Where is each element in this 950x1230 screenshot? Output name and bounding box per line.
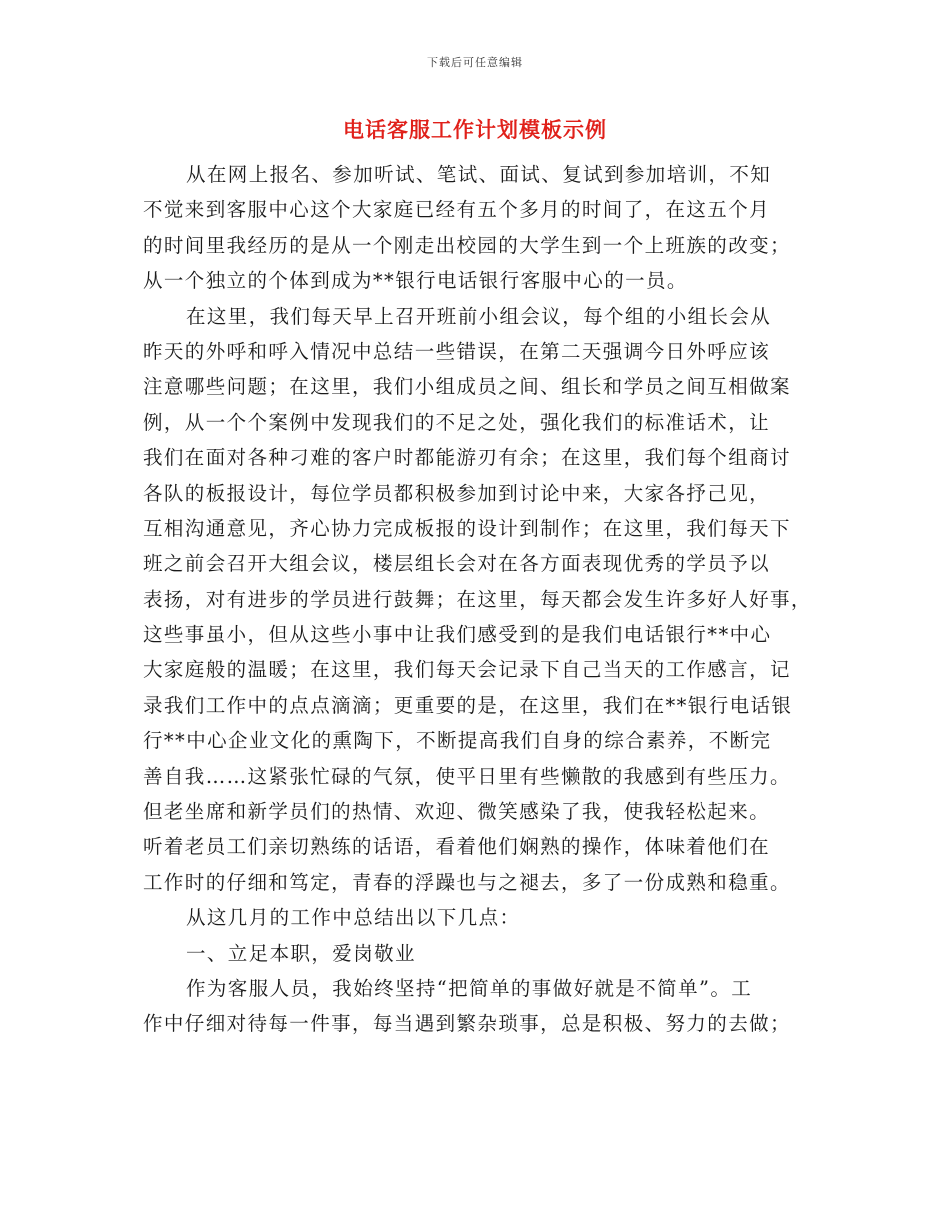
text-line: 作为客服人员，我始终坚持“把简单的事做好就是不简单”。工 (186, 976, 753, 1000)
text-line: 录我们工作中的点点滴滴；更重要的是，在这里，我们在**银行电话银 (143, 693, 793, 717)
text-line: 行**中心企业文化的熏陶下，不断提高我们自身的综合素养，不断完 (143, 729, 772, 753)
text-line: 我们在面对各种刁难的客户时都能游刃有余；在这里，我们每个组商讨 (143, 446, 791, 470)
text-line: 但老坐席和新学员们的热情、欢迎、微笑感染了我，使我轻松起来。 (143, 800, 771, 824)
text-line: 例，从一个个案例中发现我们的不足之处，强化我们的标准话术，让 (143, 410, 771, 434)
text-line: 从这几月的工作中总结出以下几点： (186, 906, 521, 930)
text-line: 互相沟通意见，齐心协力完成板报的设计到制作；在这里，我们每天下 (143, 516, 791, 540)
text-line: 从一个独立的个体到成为**银行电话银行客服中心的一员。 (143, 269, 688, 293)
text-line: 大家庭般的温暖；在这里，我们每天会记录下自己当天的工作感言，记 (143, 658, 791, 682)
text-line: 这些事虽小，但从这些小事中让我们感受到的是我们电话银行**中心 (143, 623, 772, 647)
text-line: 工作时的仔细和笃定，青春的浮躁也与之褪去，多了一份成熟和稳重。 (143, 870, 791, 894)
text-line: 一、立足本职，爱岗敬业 (186, 941, 416, 965)
text-line: 班之前会召开大组会议，楼层组长会对在各方面表现优秀的学员予以 (143, 552, 771, 576)
text-line: 在这里，我们每天早上召开班前小组会议，每个组的小组长会从 (186, 304, 772, 328)
text-line: 各队的板报设计，每位学员都积极参加到讨论中来，大家各抒己见， (143, 481, 771, 505)
text-line: 善自我……这紧张忙碌的气氛，使平日里有些懒散的我感到有些压力。 (143, 764, 791, 788)
text-line: 表扬，对有进步的学员进行鼓舞；在这里，每天都会发生许多好人好事， (143, 587, 812, 611)
text-line: 作中仔细对待每一件事，每当遇到繁杂琐事，总是积极、努力的去做； (143, 1012, 791, 1036)
document-body (143, 157, 833, 1042)
header-note: 下载后可任意编辑 (427, 56, 523, 69)
text-line: 不觉来到客服中心这个大家庭已经有五个多月的时间了，在这五个月 (143, 198, 771, 222)
text-line: 昨天的外呼和呼入情况中总结一些错误，在第二天强调今日外呼应该 (143, 339, 771, 363)
text-line: 注意哪些问题；在这里，我们小组成员之间、组长和学员之间互相做案 (143, 375, 791, 399)
text-line: 的时间里我经历的是从一个刚走出校园的大学生到一个上班族的改变； (143, 233, 791, 257)
document-title: 电话客服工作计划模板示例 (343, 117, 607, 142)
text-line: 听着老员工们亲切熟练的话语，看着他们娴熟的操作，体味着他们在 (143, 835, 771, 859)
text-line: 从在网上报名、参加听试、笔试、面试、复试到参加培训，不知 (186, 163, 772, 186)
